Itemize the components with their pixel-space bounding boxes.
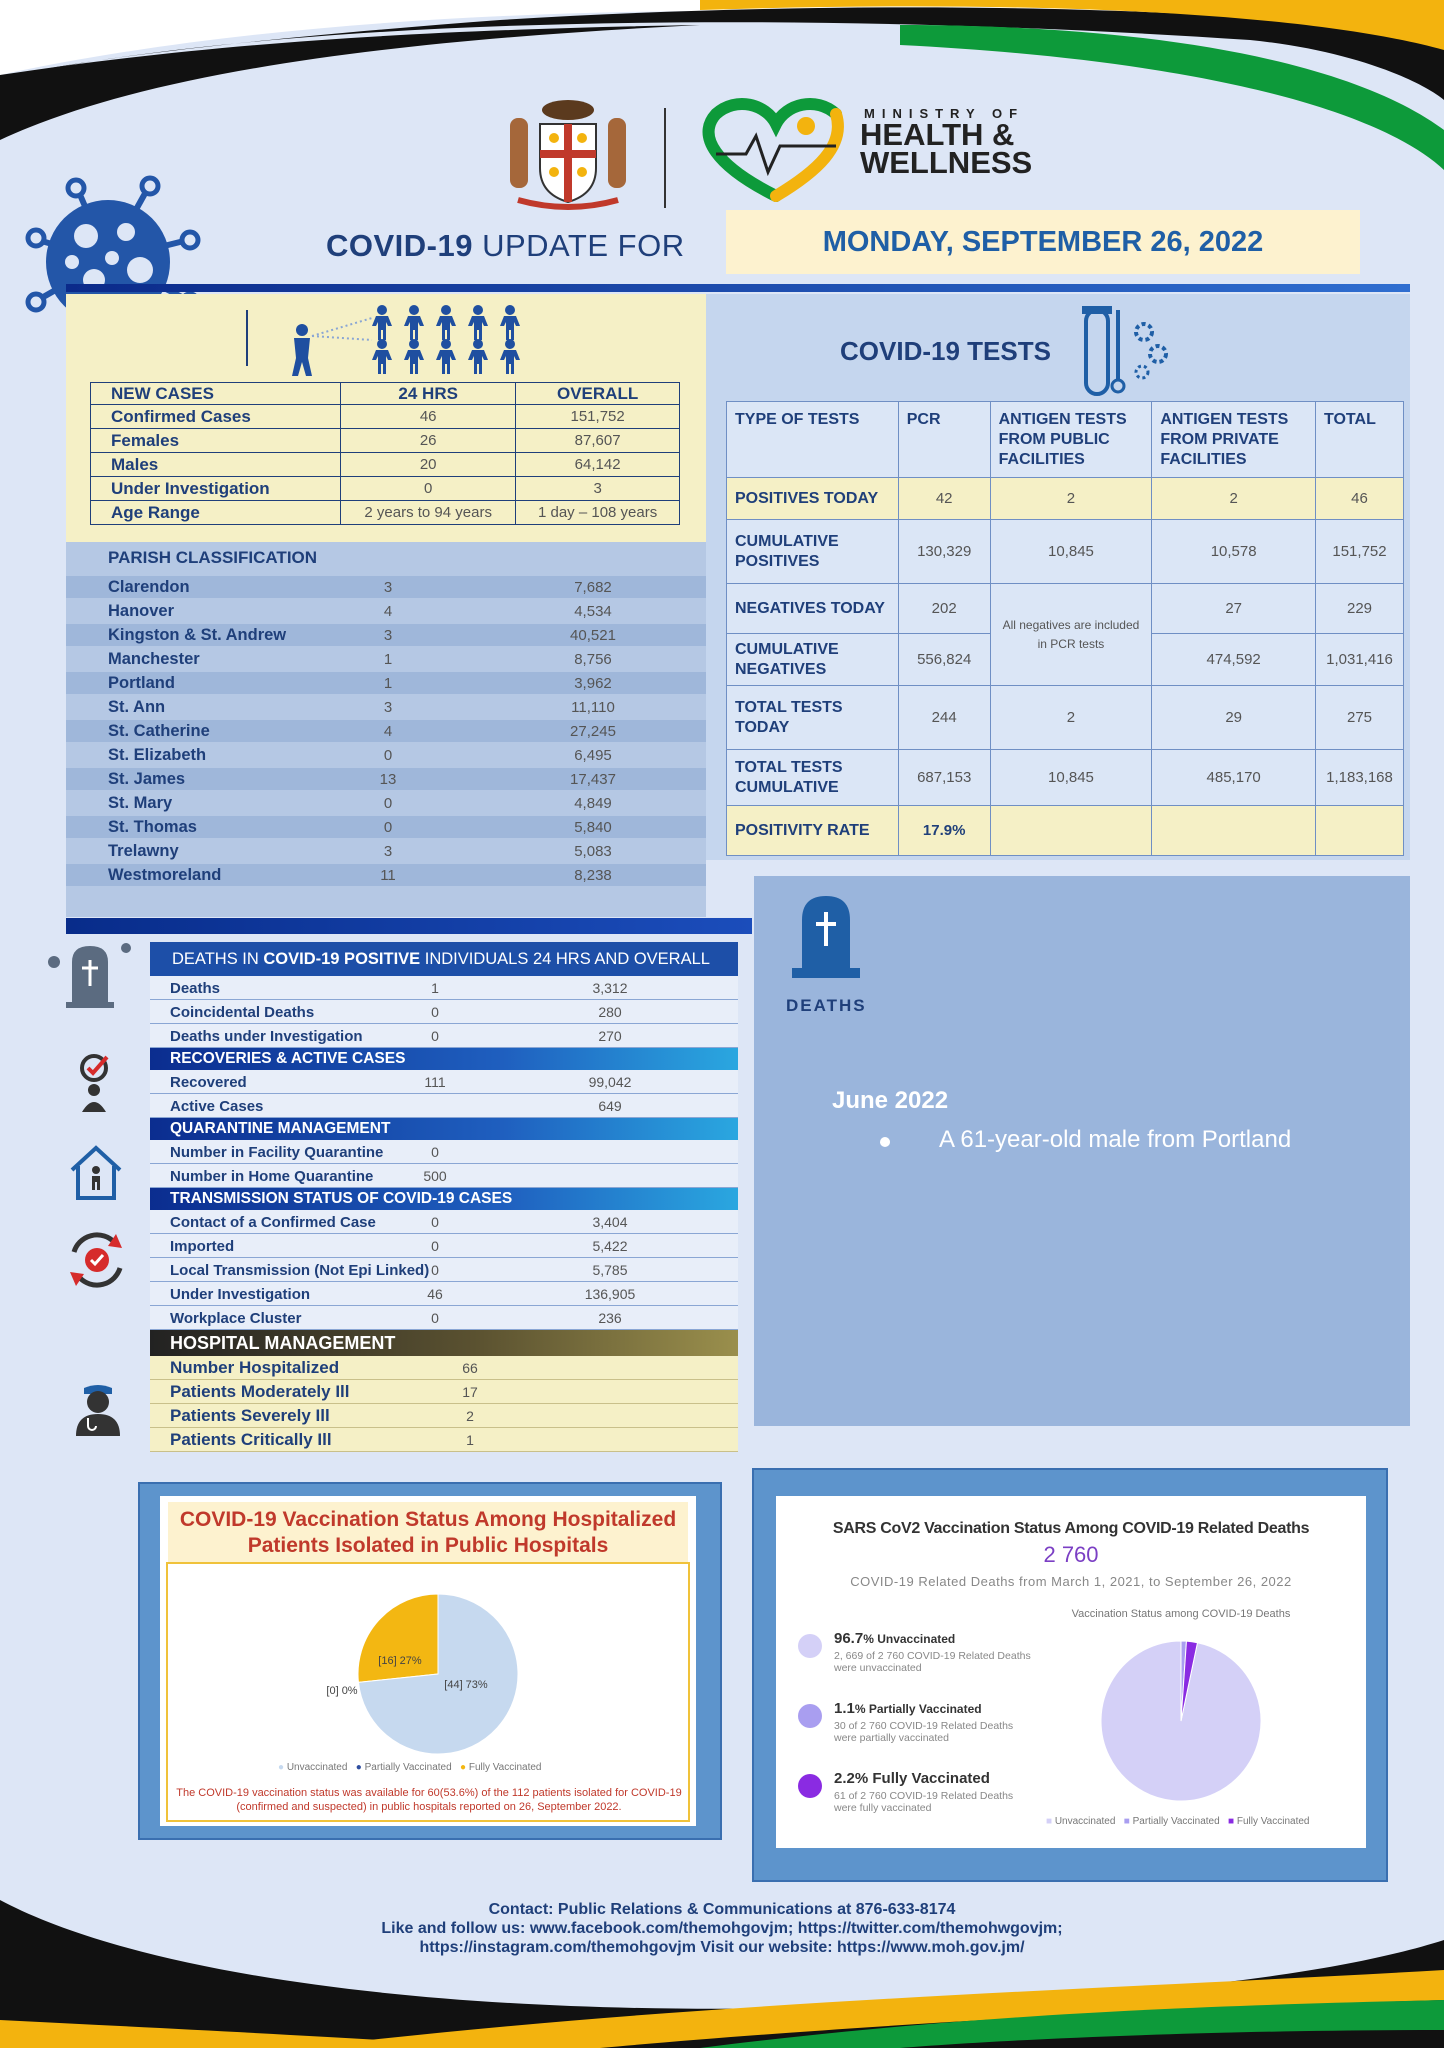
parish-24hrs: 11 (380, 867, 396, 884)
new-cases-table (90, 382, 680, 525)
table-row: Local Transmission (Not Epi Linked) 0 5,785 (150, 1258, 738, 1282)
tests-table (726, 401, 1404, 856)
vaccination-hospitalized-body (166, 1562, 690, 1822)
parish-name: Manchester (108, 650, 200, 668)
panel-divider (246, 310, 248, 366)
table-row: Deaths 1 3,312 (150, 976, 738, 1000)
section-rule (66, 918, 752, 934)
coat-of-arms-logo (500, 88, 636, 212)
footer-line-1: Contact: Public Relations & Communications at 876-633-8174 (488, 1901, 956, 1918)
parish-overall: 7,682 (574, 579, 612, 596)
unvaccinated-dot-icon (798, 1634, 822, 1658)
parish-name: Hanover (108, 602, 175, 620)
table-row: Deaths under Investigation 0 270 (150, 1024, 738, 1048)
parish-row (66, 576, 706, 598)
parish-name: Westmoreland (108, 866, 222, 884)
ministry-name-2: WELLNESS (860, 145, 1033, 180)
table-row: Under Investigation 46 136,905 (150, 1282, 738, 1306)
parish-24hrs: 13 (379, 771, 397, 788)
hospital-header: HOSPITAL MANAGEMENT (150, 1330, 738, 1356)
header-overall: OVERALL (516, 383, 680, 405)
parish-24hrs: 1 (383, 675, 393, 692)
parish-name: St. Mary (108, 794, 173, 812)
footer-line-3: https://instagram.com/themohgovjm Visit our website: https://www.moh.gov.jm/ (419, 1939, 1025, 1956)
parish-name: St. Elizabeth (108, 746, 207, 764)
vaccination-deaths-panel: SARS CoV2 Vaccination Status Among COVID-19 Related Deaths 2 760 COVID-19 Related Deaths from March 1, 2021, to September 26, 2022 96.7% Unvaccinated 2, 669 of 2 760 COVID-19 Related Deaths were unvaccinated 1.1% Partially Vaccinated 30 of 2 760 COVID-19 Related Deaths were partially vaccinated 2.2% Fully Vaccinated 61 of 2 760 COVID-19 Related Deaths were fully vaccinated Vaccination Status among COVID-19 Deaths ■ Unvaccinated ■ Partially Vaccinated ■ Fully Vaccinated (752, 1468, 1388, 1882)
table-row: Confirmed Cases 46 151,752 (91, 405, 680, 429)
parish-row (66, 840, 706, 862)
transmission-header: TRANSMISSION STATUS OF COVID-19 CASES (150, 1188, 738, 1210)
header-antigen-public: ANTIGEN TESTS FROM PUBLIC FACILITIES (990, 402, 1152, 478)
parish-row (66, 792, 706, 814)
vaccination-hospitalized-panel (138, 1482, 722, 1840)
table-row: TOTAL TESTS TODAY 244 2 29 275 (727, 686, 1404, 750)
table-row: Number Hospitalized 66 (150, 1356, 738, 1380)
table-row: Females 26 87,607 (91, 429, 680, 453)
home-quarantine-icon (66, 1142, 126, 1202)
vaccination-deaths-subtitle: COVID-19 Related Deaths from March 1, 2021, to September 26, 2022 (850, 1574, 1292, 1589)
test-tube-icon (1078, 300, 1174, 400)
deaths-chart-title: Vaccination Status among COVID-19 Deaths (1071, 1608, 1291, 1620)
table-row: Number in Home Quarantine 500 (150, 1164, 738, 1188)
footer-line-2: Like and follow us: www.facebook.com/themohgovjm; https://twitter.com/themohwgovjm; (381, 1920, 1063, 1937)
pie-data-label: [16] 27% (378, 1655, 422, 1667)
vaccination-note: The COVID-19 vaccination status was available for 60(53.6%) of the 112 patients isolated for COVID-19 (confirmed and suspected) in public hospitals reported on 26, September 2022. (176, 1787, 682, 1813)
parish-24hrs: 1 (383, 651, 393, 668)
parish-overall: 17,437 (570, 771, 616, 788)
parish-24hrs: 0 (383, 747, 393, 764)
pie2-legend: ■ Unvaccinated ■ Partially Vaccinated ■ Fully Vaccinated (1046, 1816, 1310, 1827)
vaccination-hospitalized-title: COVID-19 Vaccination Status Among Hospitalized Patients Isolated in Public Hospitals (168, 1502, 688, 1562)
ministry-small-label: MINISTRY OF (864, 106, 1025, 121)
parish-row (66, 648, 706, 670)
fully-vaccinated-dot-icon (798, 1774, 822, 1798)
parish-name: St. Catherine (108, 722, 210, 740)
parish-24hrs: 3 (383, 579, 393, 596)
tests-title: COVID-19 TESTS (840, 336, 1051, 366)
parish-overall: 5,840 (574, 819, 612, 836)
parish-overall: 4,849 (574, 795, 612, 812)
report-date: MONDAY, SEPTEMBER 26, 2022 (726, 210, 1360, 274)
parish-name: Portland (108, 674, 175, 692)
parish-overall: 6,495 (574, 747, 612, 764)
table-row: NEGATIVES TODAY 202 All negatives are included in PCR tests 27 229 (727, 584, 1404, 634)
deaths-label: DEATHS (786, 996, 867, 1015)
grave-icon (782, 890, 870, 982)
header-antigen-private: ANTIGEN TESTS FROM PRIVATE FACILITIES (1152, 402, 1316, 478)
deaths-table (150, 942, 738, 1452)
recoveries-header: RECOVERIES & ACTIVE CASES (150, 1048, 738, 1070)
tests-header-row (727, 402, 1404, 478)
table-row: Recovered 111 99,042 (150, 1070, 738, 1094)
table-row: Contact of a Confirmed Case 0 3,404 (150, 1210, 738, 1234)
vaccination-deaths-title: SARS CoV2 Vaccination Status Among COVID-19 Related Deaths (832, 1520, 1310, 1537)
heart-logo (696, 96, 856, 206)
update-title: COVID-19 UPDATE FOR (326, 228, 685, 263)
parish-24hrs: 3 (383, 699, 393, 716)
parish-name: Clarendon (108, 578, 190, 596)
deaths-total: 2 760 (1043, 1542, 1099, 1567)
doctor-icon (70, 1380, 126, 1436)
transmission-cycle-icon (62, 1228, 132, 1292)
spread-people-icon (282, 300, 532, 380)
parish-overall: 4,534 (574, 603, 612, 620)
header-total: TOTAL (1316, 402, 1404, 478)
logo-divider (664, 108, 666, 208)
tombstone-icon (44, 940, 136, 1010)
table-row: Males 20 64,142 (91, 453, 680, 477)
parish-24hrs: 4 (383, 723, 393, 740)
table-row: POSITIVITY RATE 17.9% (727, 806, 1404, 856)
table-row: POSITIVES TODAY 42 2 2 46 (727, 478, 1404, 520)
parish-overall: 40,521 (570, 627, 616, 644)
pie-slice-fully-vaccinated (358, 1594, 438, 1682)
parish-name: St. James (108, 770, 186, 788)
parish-row (66, 696, 706, 718)
infographic-page: MINISTRY OF HEALTH & WELLNESS COVID-19 UPDATE FOR MONDAY, SEPTEMBER 26, 2022 NEW CASES 24 HRS OVERALL Confirmed Cases 46 151,752 Females 26 87,607 Males 20 64,142 Under Investigation 0 3 Age Range 2 years to 94 years 1 day – 108 years PARISH CLASSIFICATION Clarendon 3 7,682 Hanover 4 4,534 Kingston & St. Andrew 3 40,521 Manchester 1 8,756 Portland 1 3,962 St. Ann 3 11,110 St. Catherine 4 27,245 St. Elizabeth 0 6,495 St. James 13 17,437 St. Mary 0 4,849 St. Thomas 0 5,840 Trelawny 3 5,083 Westmoreland 11 8,238 COVID-19 TESTS TYPE OF TESTS PCR ANTIGEN TESTS FROM PUBLIC FACILITIES ANTIGEN TESTS FROM PRIVATE FACILITIES TOTAL POSITIVES TODAY 42 2 2 46 CUMULATIVE POSITIVES 130,329 10,845 10,578 151,752 NEGATIVES TODAY 202 All negatives are included in PCR tests 27 229 CUMULATIVE NEGATIVES 556,824 474,592 1,031,416 TOTAL TESTS TODAY 244 2 29 275 TOTAL TESTS CUMULATIVE 687,153 10,845 485,170 1,183,168 POSITIVITY RATE 17.9% DEATHS IN COVID-19 POSITIVE INDIVIDUALS 24 HRS AND OVERALL Deaths 1 3,312 Coincidental Deaths 0 280 Deaths under Investigation 0 270 RECOVERIES & ACTIVE CASES Recovered 111 99,042 Active Cases 649 QUARANTINE MANAGEMENT Number in Facility Quarantine 0 Number in Home Quarantine 500 TRANSMISSION STATUS OF COVID-19 CASES Contact of a Confirmed Case 0 3,404 Imported 0 5,422 Local Transmission (Not Epi Linked) 0 5,785 Under Investigation 46 136,905 Workplace Cluster 0 236 HOSPITAL MANAGEMENT Number Hospitalized 66 Patients Moderately Ill 17 Patients Severely Ill 2 Patients Critically Ill 1 DEATHS June 2022 A 61-year-old male from Portland COVID-19 Vaccination Status Among Hospitalized Patients Isolated in Public Hospitals [44] 73% [16] 27% [0] 0% ● Unvaccinated ● Partially Vaccinated ● Fully Vaccinated The COVID-19 vaccination status was available for 60(53.6%) of the 112 patients isolated for COVID-19 (confirmed and suspected) in public hospitals reported on 26, September 2022. SARS CoV2 Vaccination Status Among COVID-19 Related Deaths 2 760 COVID-19 Related Deaths from March 1, 2021, to September 26, 2022 96.7% Unvaccinated 2, 669 of 2 760 COVID-19 Related Deaths were unvaccinated 1.1% Partially Vaccinated 30 of 2 760 COVID-19 Related Deaths were partially vaccinated 2.2% Fully Vaccinated 61 of 2 760 COVID-19 Related Deaths were fully vaccinated Vaccination Status among COVID-19 Deaths ■ Unvaccinated ■ Partially Vaccinated ■ Fully Vaccinated Contact: Public Relations & Communications at 876-633-8174 Like and follow us: www.facebook.com/themohgovjm; https://twitter.com/themohwgovjm; https://instagram.com/themohgovjm Visit our website: https://www.moh.gov.jm/ (0, 0, 1444, 2048)
deaths-table-header: DEATHS IN COVID-19 POSITIVE INDIVIDUALS 24 HRS AND OVERALL (150, 942, 738, 976)
death-month: June 2022 (832, 1087, 949, 1114)
table-row: Coincidental Deaths 0 280 (150, 1000, 738, 1024)
header-rule (66, 284, 1410, 292)
parish-row (66, 864, 706, 886)
table-row: Age Range 2 years to 94 years 1 day – 108 years (91, 501, 680, 525)
parish-row (66, 816, 706, 838)
table-row: CUMULATIVE NEGATIVES 556,824 474,592 1,031,416 (727, 634, 1404, 686)
table-row: Patients Moderately Ill 17 (150, 1380, 738, 1404)
parish-overall: 27,245 (570, 723, 616, 740)
new-cases-header-row (91, 383, 680, 405)
recovery-check-icon (72, 1052, 120, 1114)
parish-name: Kingston & St. Andrew (108, 626, 287, 644)
parish-row (66, 744, 706, 766)
parish-row (66, 624, 706, 646)
parish-row (66, 600, 706, 622)
table-row: Active Cases 649 (150, 1094, 738, 1118)
parish-24hrs: 4 (383, 603, 393, 620)
parish-name: St. Thomas (108, 818, 197, 836)
parish-overall: 11,110 (571, 699, 615, 716)
table-row: Patients Severely Ill 2 (150, 1404, 738, 1428)
table-row: Under Investigation 0 3 (91, 477, 680, 501)
table-row: Imported 0 5,422 (150, 1234, 738, 1258)
parish-24hrs: 3 (383, 627, 393, 644)
table-row: TOTAL TESTS CUMULATIVE 687,153 10,845 485,170 1,183,168 (727, 750, 1404, 806)
parish-row (66, 672, 706, 694)
header-type: TYPE OF TESTS (727, 402, 899, 478)
parish-24hrs: 0 (383, 819, 393, 836)
pie-data-label: [44] 73% (444, 1679, 488, 1691)
pie-data-label: [0] 0% (326, 1685, 358, 1697)
pie1-legend: ● Unvaccinated ● Partially Vaccinated ● Fully Vaccinated (278, 1762, 542, 1773)
deaths-pie-chart (1076, 1626, 1286, 1816)
parish-24hrs: 0 (383, 795, 393, 812)
hospitalized-pie-chart (168, 1564, 688, 1784)
negatives-note: All negatives are included in PCR tests (990, 584, 1152, 686)
table-row: Workplace Cluster 0 236 (150, 1306, 738, 1330)
parish-overall: 3,962 (574, 675, 612, 692)
parish-title: PARISH CLASSIFICATION (108, 548, 318, 567)
parish-overall: 5,083 (574, 843, 612, 860)
parish-row (66, 720, 706, 742)
header-pcr: PCR (898, 402, 990, 478)
table-row: Patients Critically Ill 1 (150, 1428, 738, 1452)
quarantine-header: QUARANTINE MANAGEMENT (150, 1118, 738, 1140)
table-row: Number in Facility Quarantine 0 (150, 1140, 738, 1164)
partially-vaccinated-dot-icon (798, 1704, 822, 1728)
parish-row (66, 768, 706, 790)
header-24hrs: 24 HRS (341, 383, 516, 405)
parish-24hrs: 3 (383, 843, 393, 860)
parish-overall: 8,756 (574, 651, 612, 668)
bullet-icon (880, 1137, 890, 1147)
header-new-cases: NEW CASES (91, 383, 341, 405)
ministry-name-1: HEALTH & (860, 117, 1015, 152)
table-row: CUMULATIVE POSITIVES 130,329 10,845 10,578 151,752 (727, 520, 1404, 584)
parish-overall: 8,238 (574, 867, 612, 884)
parish-name: St. Ann (108, 698, 166, 716)
footer-contact (0, 1900, 1444, 1957)
parish-name: Trelawny (108, 842, 179, 860)
